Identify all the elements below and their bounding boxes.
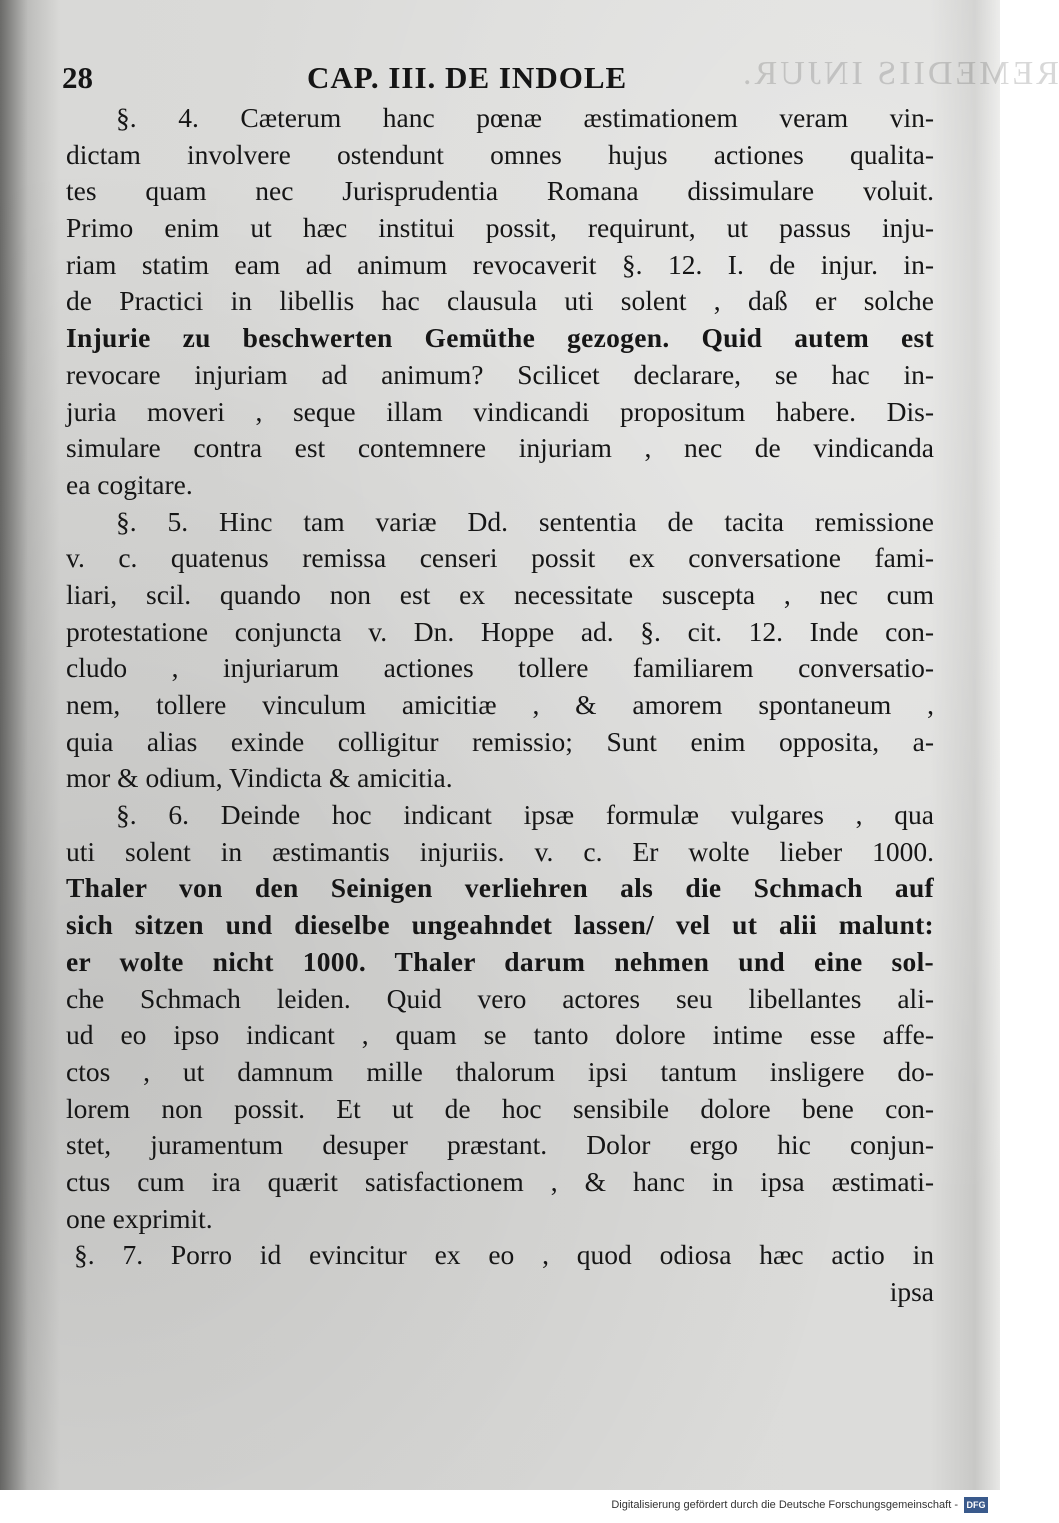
page-number: 28 — [62, 60, 93, 95]
text-line: lorem non possit. Et ut de hoc sensibile dolore bene con- — [66, 1092, 934, 1124]
text-line: liari, scil. quando non est ex necessitate suscepta , nec cum — [66, 578, 934, 610]
dfg-logo: DFG — [964, 1497, 988, 1513]
text-line: ea cogitare. — [66, 468, 193, 500]
text-line: §. 7. Porro id evincitur ex eo , quod odiosa hæc actio in — [74, 1239, 934, 1271]
text-line: juria moveri , seque illam vindicandi propositum habere. Dis- — [66, 395, 934, 427]
text-line: §. 4. Cæterum hanc pœnæ æstimationem veram vin- — [116, 102, 934, 133]
text-line: Injurie zu beschwerten Gemüthe gezogen. Quid autem est — [66, 322, 934, 354]
text-line: Thaler von den Seinigen verliehren als die Schmach auf — [66, 872, 934, 904]
bleed-through-text: REMEDIIS INJUR. — [740, 55, 1059, 92]
text-line: stet, juramentum desuper præstant. Dolor ergo hic conjun- — [66, 1129, 934, 1161]
text-line: simulare contra est contemnere injuriam , nec de vindicanda — [66, 432, 934, 464]
digitization-footer — [0, 1490, 1000, 1523]
text-line: quia alias exinde colligitur remissio; Sunt enim opposita, a- — [66, 725, 934, 757]
text-line: Primo enim ut hæc institui possit, requirunt, ut passus inju- — [66, 212, 934, 244]
text-line: sich sitzen und dieselbe ungeahndet lassen/ vel ut alii malunt: — [66, 909, 934, 941]
text-line: §. 6. Deinde hoc indicant ipsæ formulæ vulgares , qua — [116, 799, 934, 831]
text-line: ctos , ut damnum mille thalorum ipsi tantum insligere do- — [66, 1055, 934, 1087]
text-line: v. c. quatenus remissa censeri possit ex conversatione fami- — [66, 542, 934, 574]
text-line: uti solent in æstimantis injuriis. v. c. Er wolte lieber 1000. — [66, 835, 934, 867]
text-line: revocare injuriam ad animum? Scilicet declarare, se hac in- — [66, 358, 934, 390]
text-line: nem, tollere vinculum amicitiæ , & amorem spontaneum , — [66, 689, 934, 720]
text-line: riam statim eam ad animum revocaverit §. 12. I. de injur. in- — [66, 248, 934, 280]
text-line: cludo , injuriarum actiones tollere familiarem conversatio- — [66, 652, 934, 684]
text-line: §. 5. Hinc tam variæ Dd. sententia de tacita remissione — [116, 505, 934, 537]
text-line: che Schmach leiden. Quid vero actores seu libellantes ali- — [66, 982, 934, 1014]
text-line: de Practici in libellis hac clausula uti solent , daß er solche — [66, 285, 934, 317]
catchword: ipsa — [889, 1276, 934, 1307]
running-head: CAP. III. DE INDOLE — [307, 60, 628, 95]
text-line: mor & odium, Vindicta & amicitia. — [66, 762, 453, 794]
text-line: one exprimit. — [66, 1202, 213, 1234]
text-line: protestatione conjuncta v. Dn. Hoppe ad. §. cit. 12. Inde con- — [66, 615, 934, 647]
text-line: ctus cum ira quærit satisfactionem , & hanc in ipsa æstimati- — [66, 1165, 934, 1197]
text-line: er wolte nicht 1000. Thaler darum nehmen und eine sol- — [66, 945, 934, 977]
text-line: ud eo ipso indicant , quam se tanto dolore intime esse affe- — [66, 1019, 934, 1051]
funding-credit: Digitalisierung gefördert durch die Deutsche Forschungsgemeinschaft - — [611, 1499, 958, 1511]
body-text — [66, 100, 934, 1311]
page-header — [62, 60, 932, 100]
text-line: tes quam nec Jurisprudentia Romana dissimulare voluit. — [66, 175, 934, 207]
text-line: dictam involvere ostendunt omnes hujus actiones qualita- — [66, 138, 934, 170]
